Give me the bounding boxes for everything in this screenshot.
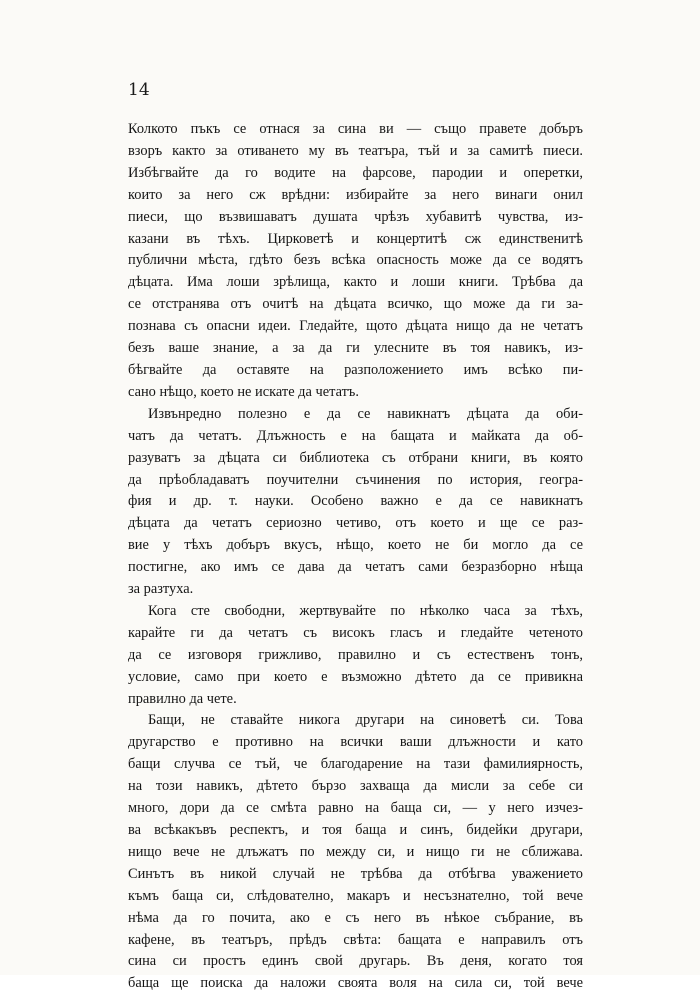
text-line: карайте ги да четатъ съ високъ гласъ и гледайте четеното xyxy=(128,624,583,641)
text-line: дѣцата. Има лоши зрѣлища, както и лоши книги. Трѣбва да xyxy=(128,274,583,291)
text-line: нѣма да го почита, ако е съ него въ нѣкое събрание, въ xyxy=(128,909,583,926)
text-line: публични мѣста, гдѣто безъ всѣка опасность може да се водятъ xyxy=(128,252,583,269)
text-line: казани въ тѣхъ. Цирковетѣ и концертитѣ сж единственитѣ xyxy=(128,230,583,247)
text-line: познава съ опасни идеи. Гледайте, щото дѣцата нищо да не четатъ xyxy=(128,318,583,335)
text-line: вие у тѣхъ добъръ вкусъ, нѣщо, което не би могло да се xyxy=(128,537,583,554)
text-line: да прѣобладаватъ поучителни съчинения по история, геогра- xyxy=(128,471,583,488)
text-line: взоръ както за отиването му въ театъра, тъй и за самитѣ пиеси. xyxy=(128,142,583,159)
text-line: Синътъ въ никой случай не трѣбва да отбѣгва уважението xyxy=(128,865,583,882)
text-line: бѣгвайте да оставяте на разположението имъ всѣко пи- xyxy=(128,361,583,378)
text-line: Кога сте свободни, жертвувайте по нѣколко часа за тѣхъ, xyxy=(148,602,583,619)
text-line: разуватъ за дѣцата си библиотека съ отбрани книги, въ която xyxy=(128,449,583,466)
text-line: Извънредно полезно е да се навикнатъ дѣцата да оби- xyxy=(148,405,583,422)
text-line: ва всѣкакъвъ респектъ, и тоя баща и синъ, бидейки другари, xyxy=(128,822,583,838)
text-line: за разтуха. xyxy=(128,581,194,598)
text-line: кафене, въ театъръ, прѣдъ свѣта: бащата е направилъ отъ xyxy=(128,931,583,948)
text-line: сано нѣщо, което не искате да четатъ. xyxy=(128,383,359,400)
text-line: да се изговоря грижливо, правилно и съ естественъ тонъ, xyxy=(128,646,583,663)
text-line: чатъ да четатъ. Длъжность е на бащата и майката да об- xyxy=(128,427,583,444)
text-line: условие, само при което е възможно дѣтето да се привикна xyxy=(128,668,583,685)
text-line: безъ ваше знание, а за да ги улесните въ тоя навикъ, из- xyxy=(128,340,583,357)
text-line: бащи случва се тъй, че благодарение на тази фамилиярность, xyxy=(128,756,583,773)
text-line: нищо вече не длъжатъ по между си, и нищо ги не сближава. xyxy=(128,843,583,860)
text-line: фия и др. т. науки. Особено важно е да се навикнатъ xyxy=(128,493,583,510)
text-line: дѣцата да четатъ сериозно четиво, отъ което и ще се раз- xyxy=(128,515,583,532)
paragraph xyxy=(128,601,583,711)
text-line: другарство е противно на всички ваши длъжности и като xyxy=(128,734,583,751)
text-line: пиеси, що възвишаватъ душата чрѣзъ хубавитѣ чувства, из- xyxy=(128,208,583,225)
text-line: Бащи, не ставайте никога другари на синоветѣ си. Това xyxy=(148,712,583,729)
text-line: които за него сж врѣдни: избирайте за него винаги онил xyxy=(128,186,583,203)
text-line: Избѣгвайте да го водите на фарсове, пародии и оперетки, xyxy=(128,164,583,181)
text-line: Колкото пъкъ се отнася за сина ви — също правете добъръ xyxy=(128,121,583,137)
page-number: 14 xyxy=(128,80,150,100)
paragraph xyxy=(128,710,583,995)
paragraph xyxy=(128,404,583,601)
text-line: постигне, ако имъ се дава да четатъ сами безразборно нѣща xyxy=(128,559,583,576)
text-line: много, дори да се смѣта равно на баща си, — у него изчез- xyxy=(128,800,583,817)
text-line: баща ще поиска да наложи своята воля на сила си, той вече xyxy=(128,975,583,992)
text-line: сина си простъ единъ свой другарь. Въ деня, когато тоя xyxy=(128,953,583,970)
text-line: на този навикъ, дѣтето бързо захваща да мисли за себе си xyxy=(128,778,583,795)
body-text xyxy=(128,119,583,995)
text-line: се отстранява отъ очитѣ на дѣцата всичко, що може да ги за- xyxy=(128,296,583,313)
paragraph xyxy=(128,119,583,404)
text-line: правилно да чете. xyxy=(128,690,237,707)
text-line: къмъ баща си, слѣдователно, макаръ и несъзнателно, той вече xyxy=(128,887,583,904)
